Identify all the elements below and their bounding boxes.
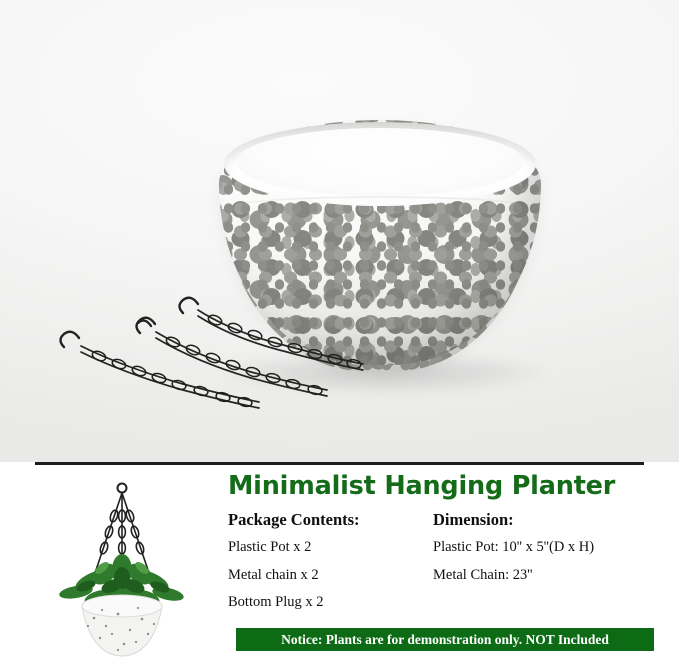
planter-pot-seam-line (228, 196, 532, 220)
notice-text: Notice: Plants are for demonstration only. NOT Included (281, 631, 609, 647)
package-contents-column (228, 506, 433, 622)
dimension-heading: Dimension: (433, 510, 514, 530)
chain-hook-4 (138, 321, 151, 326)
dimension-item: Plastic Pot: 10'' x 5''(D x H) (433, 539, 595, 556)
dimension-column (433, 506, 660, 622)
info-text-block (228, 472, 660, 622)
chain-hook-3 (61, 332, 80, 347)
package-contents-item: Plastic Pot x 2 (228, 539, 312, 556)
package-contents-item: Metal chain x 2 (228, 566, 319, 583)
metal-chains-group (55, 280, 395, 420)
notice-banner (236, 628, 654, 651)
lifestyle-photo (30, 474, 215, 660)
planter-pot-interior (236, 128, 524, 196)
dimension-item: Metal Chain: 23'' (433, 566, 533, 583)
info-panel (0, 466, 679, 660)
package-contents-heading: Package Contents: (228, 510, 360, 530)
package-contents-item: Bottom Plug x 2 (228, 594, 324, 611)
specs-columns (228, 506, 660, 622)
chain-hook-1 (180, 298, 199, 313)
page-title: Minimalist Hanging Planter (228, 471, 616, 501)
section-divider (35, 462, 644, 465)
